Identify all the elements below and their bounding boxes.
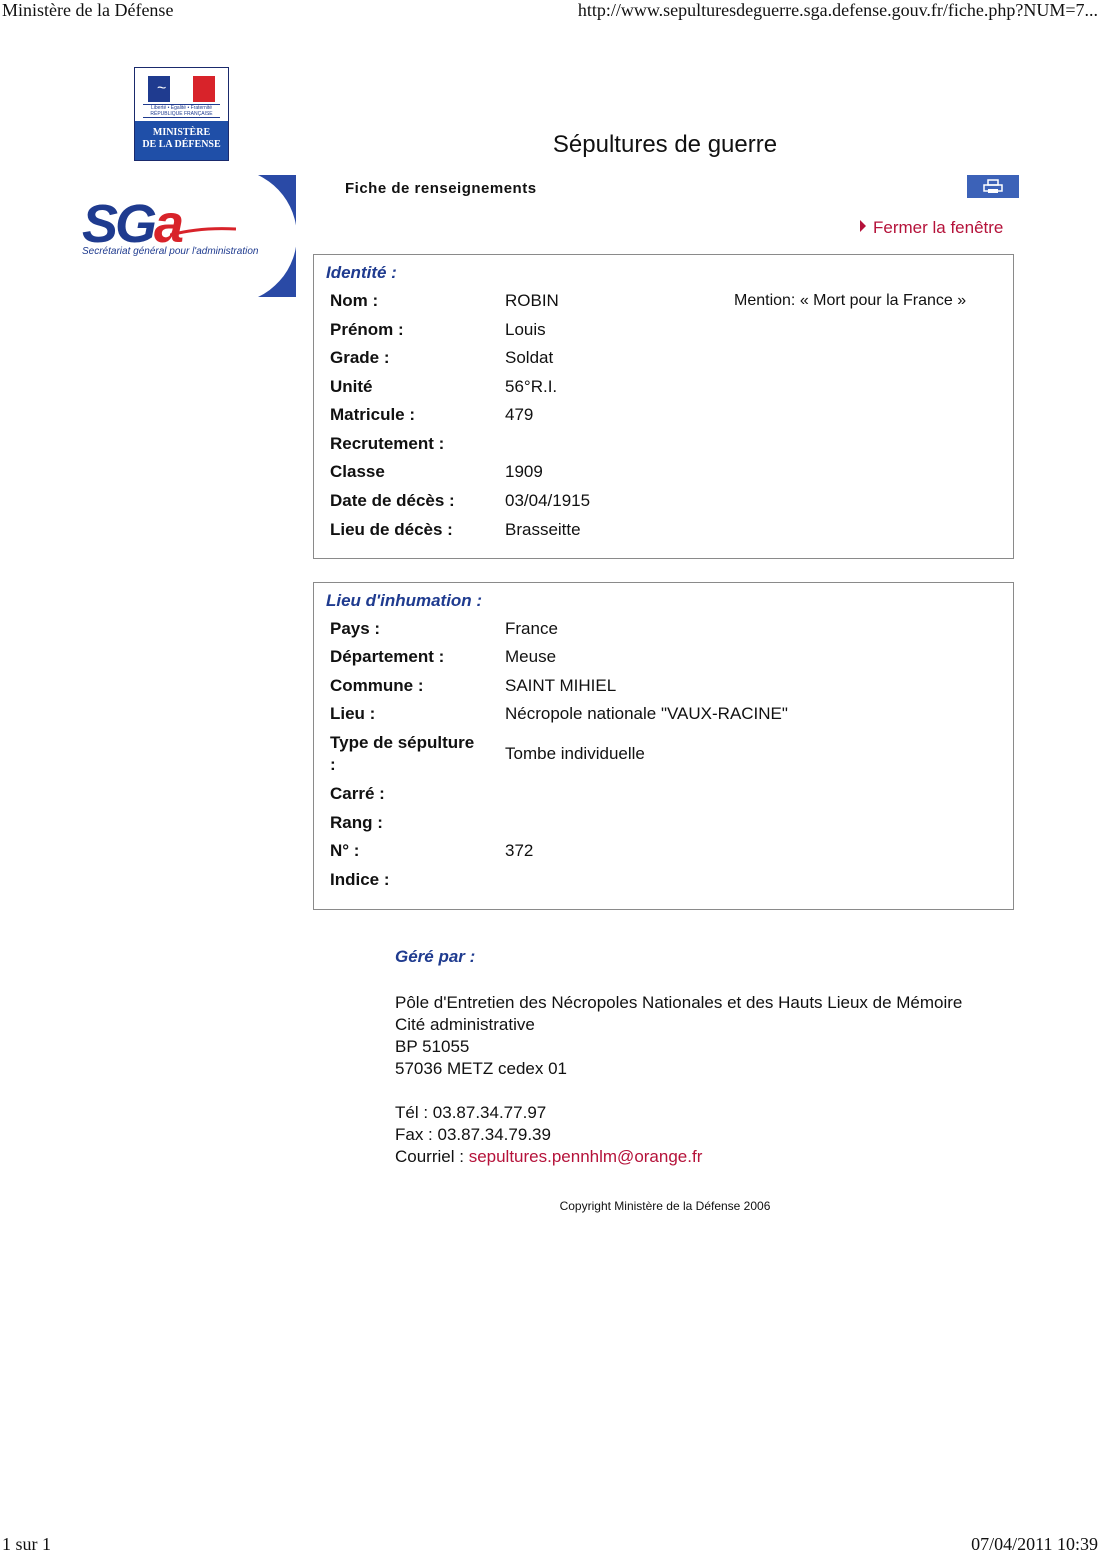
fax-number: Fax : 03.87.34.79.39 xyxy=(395,1125,551,1144)
field-label: Pays : xyxy=(330,619,381,638)
print-header-url: http://www.sepulturesdeguerre.sga.defense.gouv.fr/fiche.php?NUM=7... xyxy=(577,0,1098,20)
field-value: Louis xyxy=(505,320,546,339)
identity-panel xyxy=(313,254,1014,559)
field-label: Lieu : xyxy=(330,704,376,723)
email-link[interactable]: sepultures.pennhlm@orange.fr xyxy=(468,1147,703,1166)
field-value: SAINT MIHIEL xyxy=(505,676,617,695)
field-label: Type de sépulture xyxy=(330,733,475,752)
page-title: Sépultures de guerre xyxy=(552,131,778,158)
field-value: France xyxy=(505,619,558,638)
field-label: Lieu de décès : xyxy=(330,520,453,539)
print-button[interactable] xyxy=(967,175,1019,198)
print-header-title: Ministère de la Défense xyxy=(2,0,174,20)
phone-number: Tél : 03.87.34.77.97 xyxy=(395,1103,547,1122)
printer-icon xyxy=(983,179,1003,194)
field-label: Département : xyxy=(330,647,445,666)
manager-title: Géré par : xyxy=(395,947,476,966)
field-label: Carré : xyxy=(330,784,385,803)
address-line: 57036 METZ cedex 01 xyxy=(395,1059,567,1078)
field-value: Brasseitte xyxy=(505,520,581,539)
close-window-link[interactable] xyxy=(860,218,1003,238)
field-label: Recrutement : xyxy=(330,434,445,453)
republic-text: Liberté • Égalité • Fraternité RÉPUBLIQUE FRANÇAISE xyxy=(143,104,220,118)
field-label: Nom : xyxy=(330,291,379,310)
sga-logo xyxy=(78,175,296,297)
field-label: Matricule : xyxy=(330,405,416,424)
manager-contact xyxy=(395,1102,702,1168)
address-line: Pôle d'Entretien des Nécropoles Nationales et des Hauts Lieux de Mémoire xyxy=(395,993,963,1012)
burial-panel xyxy=(313,582,1014,910)
address-line: Cité administrative xyxy=(395,1015,535,1034)
field-label: N° : xyxy=(330,841,360,860)
sga-tagline: Secrétariat général pour l'administration xyxy=(82,246,259,257)
sga-swoosh-icon xyxy=(170,225,236,237)
field-value: Soldat xyxy=(505,348,554,367)
address-line: BP 51055 xyxy=(395,1037,470,1056)
identity-title: Identité : xyxy=(326,263,397,282)
field-value: Tombe individuelle xyxy=(505,744,645,763)
email-line xyxy=(395,1146,702,1168)
ministry-logo xyxy=(134,67,229,161)
print-footer-page: 1 sur 1 xyxy=(2,1534,51,1554)
mention-text: Mention: « Mort pour la France » xyxy=(734,292,967,309)
section-title: Fiche de renseignements xyxy=(345,180,537,197)
manager-address xyxy=(395,992,962,1080)
field-label: Classe xyxy=(330,462,385,481)
arrow-right-icon xyxy=(860,220,866,232)
field-value: 03/04/1915 xyxy=(505,491,591,510)
ministry-name-line2: DE LA DÉFENSE xyxy=(142,139,221,150)
field-value: Nécropole nationale "VAUX-RACINE" xyxy=(505,704,788,723)
field-value: 479 xyxy=(505,405,534,424)
ministry-name xyxy=(135,121,228,160)
field-label: Unité xyxy=(330,377,373,396)
field-label: Prénom : xyxy=(330,320,404,339)
field-value: 56°R.I. xyxy=(505,377,558,396)
ministry-name-line1: MINISTÈRE xyxy=(152,127,211,138)
field-value: Meuse xyxy=(505,647,557,666)
field-value: ROBIN xyxy=(505,291,559,310)
field-value: 372 xyxy=(505,841,534,860)
field-label-continuation: : xyxy=(330,755,336,774)
field-label: Indice : xyxy=(330,870,390,889)
field-label: Date de décès : xyxy=(330,491,455,510)
print-footer-date: 07/04/2011 10:39 xyxy=(971,1534,1098,1554)
burial-title: Lieu d'inhumation : xyxy=(326,591,483,610)
field-label: Commune : xyxy=(330,676,424,695)
field-label: Grade : xyxy=(330,348,390,367)
close-window-label: Fermer la fenêtre xyxy=(873,218,1004,237)
field-label: Rang : xyxy=(330,813,383,832)
email-label: Courriel : xyxy=(395,1147,469,1166)
copyright: Copyright Ministère de la Défense 2006 xyxy=(559,1199,771,1213)
field-value: 1909 xyxy=(505,462,543,481)
marianne-icon: ~ xyxy=(157,80,167,97)
sga-letters: SGa xyxy=(82,194,182,254)
